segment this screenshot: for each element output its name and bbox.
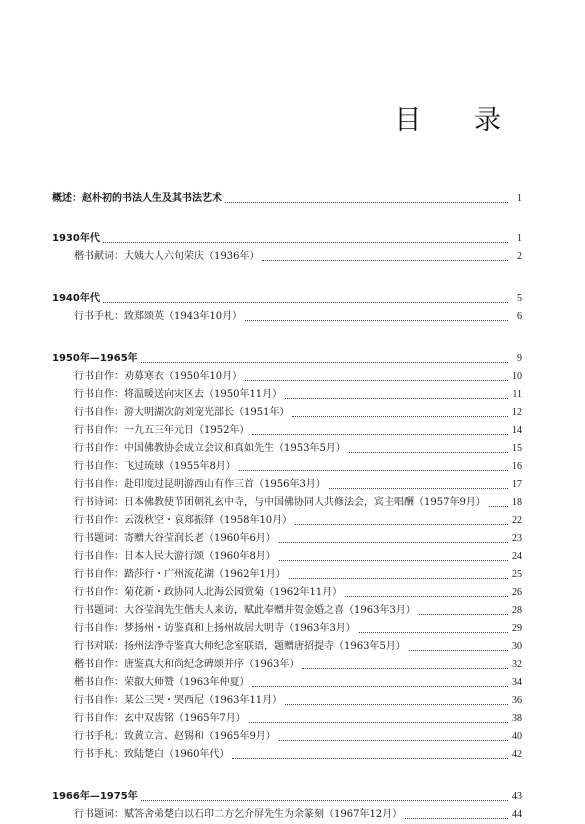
page-number: 9 [517, 353, 522, 364]
entry-title: 楷书自作：荣叡大师赞（1963年仲夏） [74, 677, 250, 688]
toc-entry[interactable] [52, 548, 522, 566]
page-number: 40 [512, 731, 522, 742]
page-number: 42 [512, 749, 522, 760]
leader-dots [292, 415, 508, 417]
page-number: 2 [517, 251, 522, 262]
section-title: 1950年—1965年 [52, 353, 138, 364]
page-number: 23 [512, 533, 522, 544]
page-number: 14 [512, 425, 522, 436]
entry-title: 行书自作：赴印度过昆明游西山有作三首（1956年3月） [74, 479, 326, 490]
page-number: 6 [517, 311, 522, 322]
section-title: 1966年—1975年 [52, 791, 138, 802]
entry-title: 行书手札：致黄立言、赵锡和（1965年9月） [74, 731, 276, 742]
leader-dots [345, 595, 508, 597]
leader-dots [295, 523, 508, 525]
page-number: 26 [512, 587, 522, 598]
toc-entry[interactable] [52, 692, 522, 710]
toc-overview-title: 概述：赵朴初的书法人生及其书法艺术 [52, 193, 222, 204]
toc-entry[interactable] [52, 386, 522, 404]
leader-dots [279, 739, 508, 741]
page-number: 1 [517, 193, 522, 204]
toc-entry[interactable] [52, 566, 522, 584]
leader-dots [279, 541, 508, 543]
toc-entry[interactable] [52, 638, 522, 656]
page-number: 10 [512, 371, 522, 382]
toc-section-heading[interactable] [52, 788, 522, 806]
page-number: 24 [512, 551, 522, 562]
toc-section-heading[interactable] [52, 350, 522, 368]
leader-dots [252, 685, 508, 687]
toc-entry[interactable] [52, 458, 522, 476]
leader-dots [141, 799, 508, 801]
leader-dots [279, 559, 508, 561]
section-title: 1940年代 [52, 293, 100, 304]
leader-dots [225, 201, 508, 203]
section-spacer [52, 266, 522, 290]
page-title: 目 录 [394, 105, 523, 136]
leader-dots [302, 667, 508, 669]
entry-title: 行书自作：玄中双齿铭（1965年7月） [74, 713, 246, 724]
toc-entry[interactable] [52, 746, 522, 764]
page-number: 30 [512, 641, 522, 652]
toc-entry[interactable] [52, 530, 522, 548]
entry-title: 楷书献词：大姨大人六旬荣庆（1936年） [74, 251, 260, 262]
leader-dots [349, 451, 508, 453]
entry-title: 行书自作：梦扬州・访鉴真和上扬州故居大明寺（1963年3月） [74, 623, 356, 634]
leader-dots [103, 241, 508, 243]
page-number: 18 [512, 497, 522, 508]
page-number: 25 [512, 569, 522, 580]
page-number: 44 [512, 809, 522, 820]
leader-dots [249, 721, 508, 723]
toc-entry[interactable] [52, 308, 522, 326]
toc-entry[interactable] [52, 512, 522, 530]
page-number: 11 [512, 389, 522, 400]
leader-dots [329, 487, 508, 489]
table-of-contents [52, 190, 522, 824]
leader-dots [262, 259, 508, 261]
page-number: 38 [512, 713, 522, 724]
entry-title: 行书题词：寄赠大谷莹润长老（1960年6月） [74, 533, 276, 544]
leader-dots [245, 379, 508, 381]
page-number: 12 [512, 407, 522, 418]
entry-title: 行书自作：菊花新・政协同人北海公园赏菊（1962年11月） [74, 587, 343, 598]
entry-title: 行书自作：将温暖送向灾区去（1950年11月） [74, 389, 283, 400]
toc-entry[interactable] [52, 656, 522, 674]
section-title: 1930年代 [52, 233, 100, 244]
entry-title: 行书手札：致陆楚白（1960年代） [74, 749, 230, 760]
entry-title: 行书自作：飞过琉球（1955年8月） [74, 461, 236, 472]
entry-title: 楷书自作：唐鉴真大和尚纪念碑颂并序（1963年） [74, 659, 300, 670]
toc-section-heading[interactable] [52, 230, 522, 248]
entry-title: 行书自作：日本人民大游行颂（1960年8月） [74, 551, 276, 562]
toc-entry[interactable] [52, 728, 522, 746]
section-spacer [52, 326, 522, 350]
page-number: 15 [512, 443, 522, 454]
page-number: 29 [512, 623, 522, 634]
page-number: 5 [517, 293, 522, 304]
leader-dots [239, 469, 508, 471]
page-number: 43 [512, 791, 522, 802]
entry-title: 行书自作：一九五三年元日（1952年） [74, 425, 250, 436]
entry-title: 行书手札：致郑颂英（1943年10月） [74, 311, 243, 322]
leader-dots [405, 817, 508, 819]
leader-dots [419, 613, 508, 615]
section-spacer [52, 208, 522, 230]
entry-title: 行书自作：云泼秋空・哀郑振铎（1958年10月） [74, 515, 293, 526]
toc-overview-row[interactable] [52, 190, 522, 208]
toc-entry[interactable] [52, 404, 522, 422]
leader-dots [252, 433, 508, 435]
toc-entry[interactable] [52, 494, 522, 512]
page-number: 32 [512, 659, 522, 670]
leader-dots [103, 301, 508, 303]
leader-dots [141, 361, 508, 363]
toc-section-heading[interactable] [52, 290, 522, 308]
page-number: 28 [512, 605, 522, 616]
toc-entry[interactable] [52, 476, 522, 494]
page-number: 17 [512, 479, 522, 490]
leader-dots [289, 577, 508, 579]
entry-title: 行书自作：游大明湖次韵刘宠光部长（1951年） [74, 407, 290, 418]
leader-dots [232, 757, 508, 759]
entry-title: 行书自作：劝募寒衣（1950年10月） [74, 371, 243, 382]
section-spacer [52, 764, 522, 788]
page-number: 36 [512, 695, 522, 706]
leader-dots [285, 397, 508, 399]
leader-dots [285, 703, 508, 705]
leader-dots [359, 631, 508, 633]
toc-entry[interactable] [52, 620, 522, 638]
entry-title: 行书自作：某公三哭・哭西尼（1963年11月） [74, 695, 283, 706]
toc-entry[interactable] [52, 674, 522, 692]
entry-title: 行书题词：大谷莹润先生偕夫人来访，赋此奉赠并贺金婚之喜（1963年3月） [74, 605, 416, 616]
entry-title: 行书自作：中国佛教协会成立会议和真如先生（1953年5月） [74, 443, 346, 454]
toc-entry[interactable] [52, 368, 522, 386]
page-number: 22 [512, 515, 522, 526]
toc-entry[interactable] [52, 440, 522, 458]
page-number: 16 [512, 461, 522, 472]
toc-entry[interactable] [52, 602, 522, 620]
toc-entry[interactable] [52, 248, 522, 266]
page-number: 34 [512, 677, 522, 688]
entry-title: 行书自作：踏莎行・广州流花湖（1962年1月） [74, 569, 286, 580]
leader-dots [409, 649, 508, 651]
toc-entry[interactable] [52, 422, 522, 440]
entry-title: 行书对联：扬州法净寺鉴真大师纪念室联语，题赠唐招提寺（1963年5月） [74, 641, 406, 652]
toc-entry[interactable] [52, 584, 522, 602]
toc-entry[interactable] [52, 806, 522, 824]
entry-title: 行书诗词：日本佛教使节团朝礼玄中寺，与中国佛协同人共修法会，宾主唱酬（1957年9月） [74, 497, 486, 508]
leader-dots [245, 319, 508, 321]
toc-entry[interactable] [52, 710, 522, 728]
leader-dots [489, 505, 508, 507]
entry-title: 行书题词：赋答舍弟楚白以石印二方乞介屏先生为余篆刻（1967年12月） [74, 809, 403, 820]
page-number: 1 [517, 233, 522, 244]
